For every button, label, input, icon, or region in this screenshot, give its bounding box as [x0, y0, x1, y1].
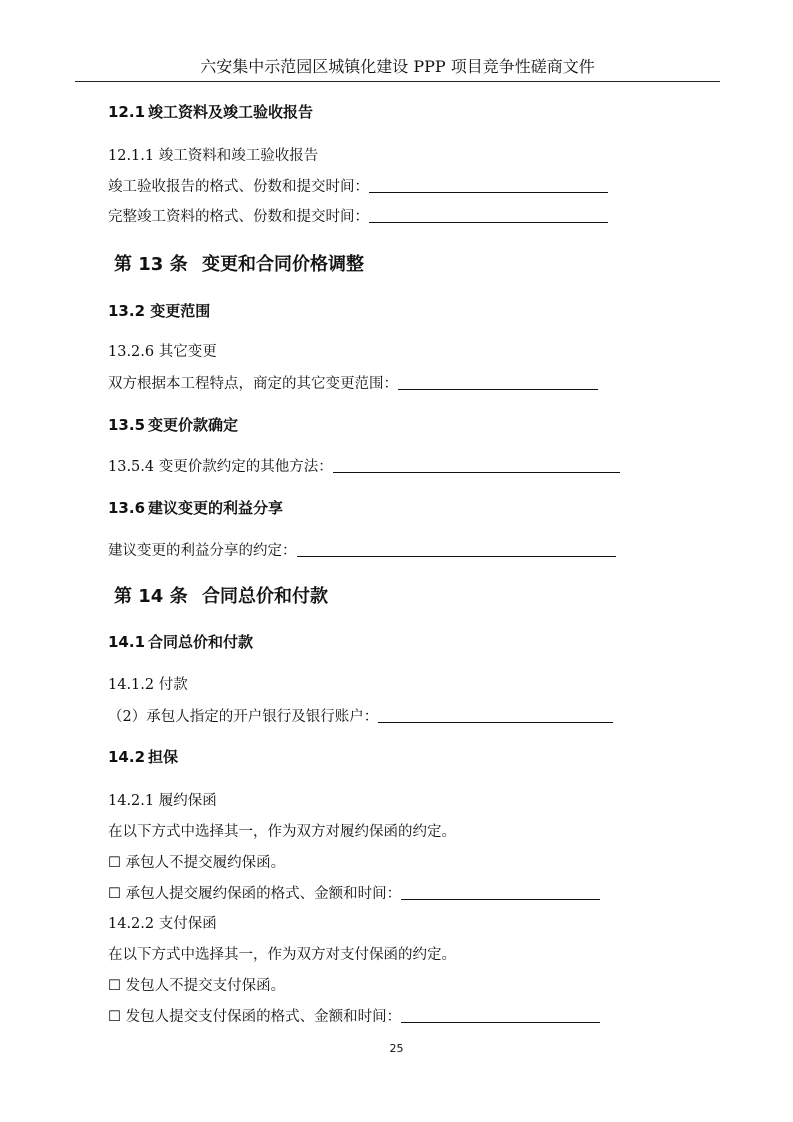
section-title: 竣工资料及竣工验收报告: [148, 103, 314, 121]
article-number: 第 13 条: [114, 254, 188, 275]
field-label: 13.5.4 变更价款约定的其他方法：: [108, 459, 333, 475]
section-title: 担保: [148, 748, 179, 766]
option-label: 承包人不提交履约保函。: [125, 855, 286, 871]
section-number: 12.1: [108, 103, 146, 121]
section-number: 14.2: [108, 748, 146, 766]
fill-in-blank[interactable]: [369, 208, 608, 223]
section-number: 14.1: [108, 633, 146, 651]
field-row-bank: [108, 705, 613, 726]
field-label: 建议变更的利益分享的约定：: [108, 543, 297, 559]
field-label: 完整竣工资料的格式、份数和提交时间：: [108, 209, 369, 225]
subsection-14-2-2: 14.2.2 支付保函: [108, 916, 217, 932]
section-title: 建议变更的利益分享: [148, 499, 284, 517]
checkbox-icon[interactable]: ☐: [108, 886, 121, 902]
article-title: 合同总价和付款: [202, 586, 328, 607]
field-row-materials: [108, 205, 608, 226]
option-label: 发包人提交支付保函的格式、金额和时间：: [125, 1009, 402, 1025]
section-13-5-heading: [108, 414, 238, 435]
option-performance-bond: [108, 882, 600, 903]
section-13-2-heading: 13.2 变更范围: [108, 302, 211, 320]
section-number: 13.5: [108, 416, 146, 434]
article-title: 变更和合同价格调整: [202, 254, 364, 275]
fill-in-blank[interactable]: [401, 1008, 600, 1023]
section-title: 合同总价和付款: [148, 633, 254, 651]
fill-in-blank[interactable]: [378, 708, 613, 723]
payment-intro: 在以下方式中选择其一，作为双方对支付保函的约定。: [108, 947, 456, 963]
checkbox-icon[interactable]: ☐: [108, 855, 121, 871]
page-header: 六安集中示范园区城镇化建设 PPP 项目竞争性磋商文件: [75, 56, 720, 82]
field-label: 竣工验收报告的格式、份数和提交时间：: [108, 179, 369, 195]
section-number: 13.6: [108, 499, 146, 517]
subsection-12-1-1: 12.1.1 竣工资料和竣工验收报告: [108, 148, 319, 164]
page-number: 25: [389, 1042, 404, 1055]
performance-intro: 在以下方式中选择其一，作为双方对履约保函的约定。: [108, 824, 456, 840]
field-row-change-scope: [108, 372, 598, 393]
article-13-heading: [114, 250, 364, 276]
option-label: 承包人提交履约保函的格式、金额和时间：: [125, 886, 402, 902]
fill-in-blank[interactable]: [333, 458, 620, 473]
fill-in-blank[interactable]: [398, 375, 598, 390]
fill-in-blank[interactable]: [401, 885, 600, 900]
option-label: 发包人不提交支付保函。: [125, 978, 286, 994]
option-no-payment-bond: [108, 974, 285, 995]
option-no-performance-bond: [108, 851, 285, 872]
field-label: 双方根据本工程特点，商定的其它变更范围：: [108, 376, 398, 392]
field-row-13-5-4: [108, 455, 620, 476]
section-14-2-heading: [108, 746, 178, 767]
subsection-14-1-2: 14.1.2 付款: [108, 677, 188, 693]
section-14-1-heading: [108, 631, 253, 652]
section-12-1-heading: [108, 101, 313, 122]
field-row-report: [108, 175, 608, 196]
checkbox-icon[interactable]: ☐: [108, 978, 121, 994]
article-number: 第 14 条: [114, 586, 188, 607]
section-title: 变更价款确定: [148, 416, 239, 434]
section-13-6-heading: [108, 497, 283, 518]
field-row-benefit: [108, 539, 616, 560]
article-14-heading: [114, 582, 328, 608]
subsection-14-2-1: 14.2.1 履约保函: [108, 793, 217, 809]
field-label: （2）承包人指定的开户银行及银行账户：: [108, 709, 379, 725]
fill-in-blank[interactable]: [369, 178, 608, 193]
subsection-13-2-6: 13.2.6 其它变更: [108, 344, 217, 360]
option-payment-bond: [108, 1005, 600, 1026]
checkbox-icon[interactable]: ☐: [108, 1009, 121, 1025]
fill-in-blank[interactable]: [297, 542, 616, 557]
